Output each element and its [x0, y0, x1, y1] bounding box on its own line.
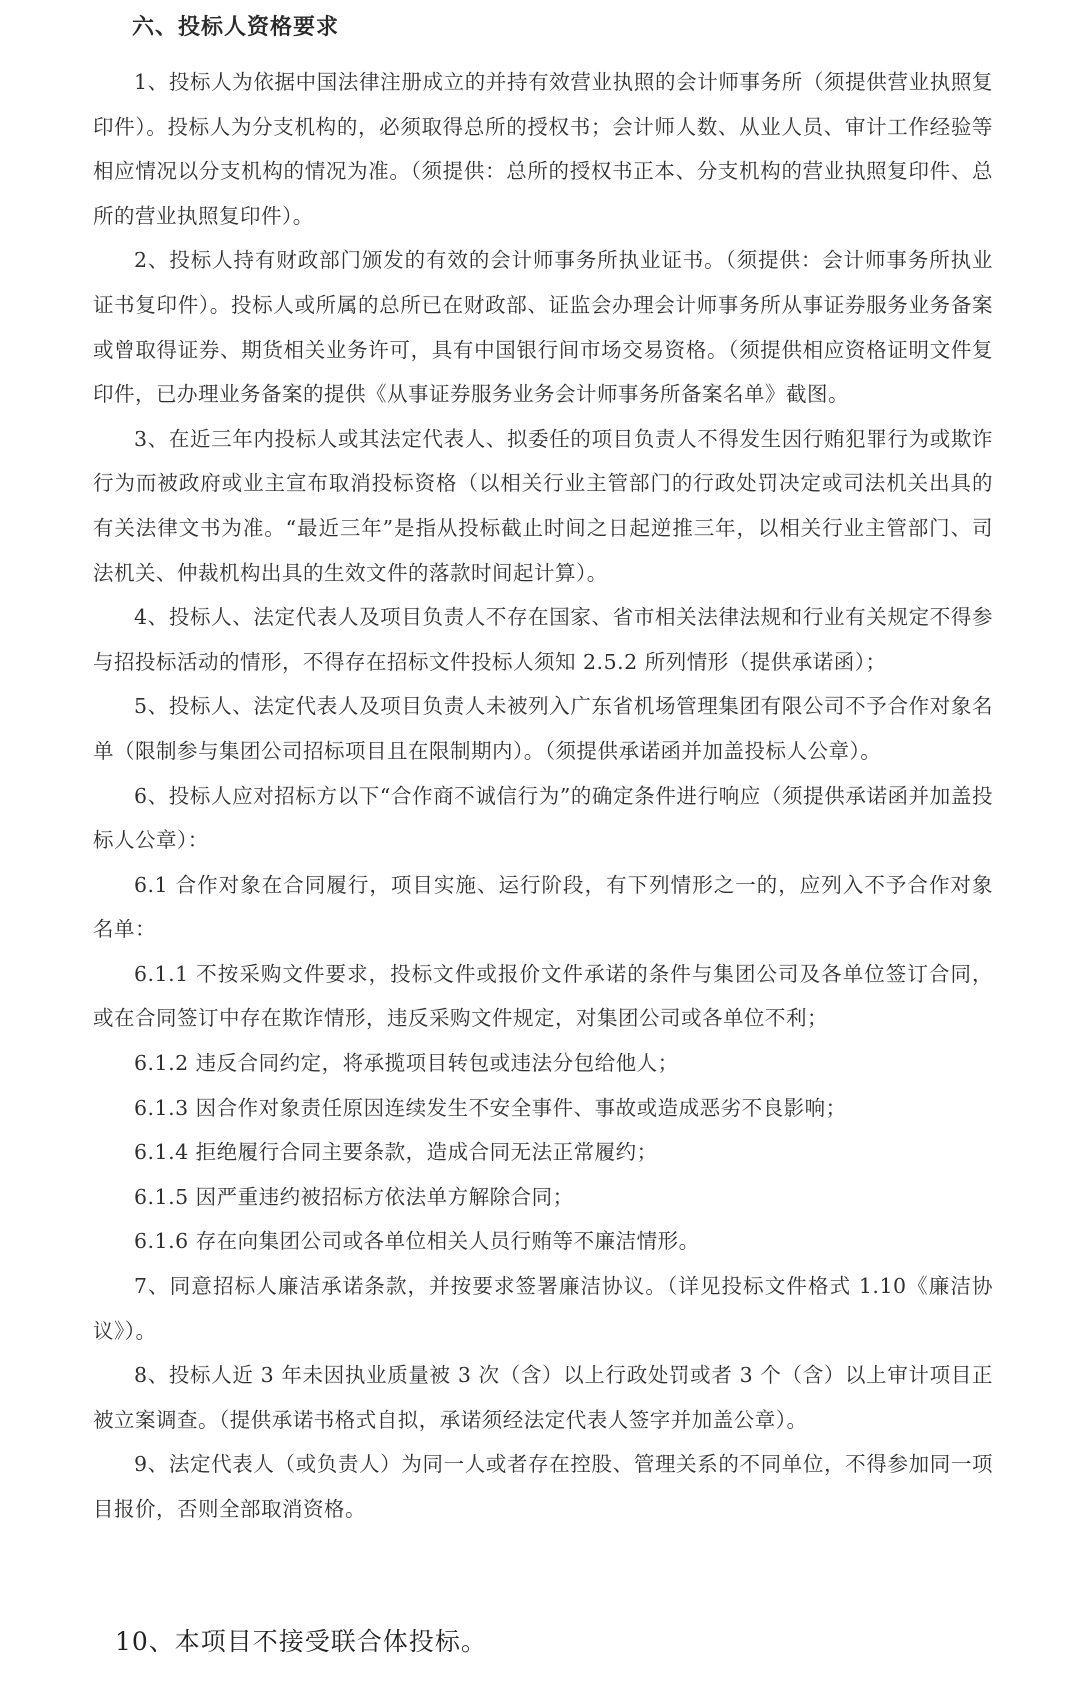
- paragraph-6-1-3: 6.1.3 因合作对象责任原因连续发生不安全事件、事故或造成恶劣不良影响；: [134, 1095, 847, 1120]
- paragraph-1: 1、投标人为依据中国法律注册成立的并持有效营业执照的会计师事务所（须提供营业执照复印件）。投标人为分支机构的，必须取得总所的授权书；会计师人数、从业人员、审计工作经验等相应情况以分支机构的情况为准。（须提供：总所的授权书正本、分支机构的营业执照复印件、总所的营业执照复印件）。: [93, 70, 993, 228]
- paragraph-6-1: 6.1 合作对象在合同履行，项目实施、运行阶段，有下列情形之一的，应列入不予合作对象名单：: [93, 872, 993, 942]
- paragraph-6-1-1: 6.1.1 不按采购文件要求，投标文件或报价文件承诺的条件与集团公司及各单位签订合同，或在合同签订中存在欺诈情形，违反采购文件规定，对集团公司或各单位不利；: [93, 961, 993, 1031]
- paragraph-4: 4、投标人、法定代表人及项目负责人不存在国家、省市相关法律法规和行业有关规定不得参与招投标活动的情形，不得存在招标文件投标人须知 2.5.2 所列情形（提供承诺函）；: [93, 605, 993, 674]
- section-heading: 六、投标人资格要求: [132, 15, 340, 40]
- paragraph-5: 5、投标人、法定代表人及项目负责人未被列入广东省机场管理集团有限公司不予合作对象名单（限制参与集团公司招标项目且在限制期内）。（须提供承诺函并加盖投标人公章）。: [93, 694, 993, 763]
- paragraph-9: 9、法定代表人（或负责人）为同一人或者存在控股、管理关系的不同单位，不得参加同一项目报价，否则全部取消资格。: [93, 1452, 993, 1521]
- final-item: 10、本项目不接受联合体投标。: [115, 1627, 487, 1656]
- paragraph-8: 8、投标人近 3 年未因执业质量被 3 次（含）以上行政处罚或者 3 个（含）以上审计项目正被立案调查。（提供承诺书格式自拟，承诺须经法定代表人签字并加盖公章）。: [93, 1363, 993, 1432]
- paragraph-6-1-2: 6.1.2 违反合同约定，将承揽项目转包或违法分包给他人；: [134, 1051, 679, 1076]
- paragraph-2: 2、投标人持有财政部门颁发的有效的会计师事务所执业证书。（须提供：会计师事务所执业证书复印件）。投标人或所属的总所已在财政部、证监会办理会计师事务所从事证券服务业务备案或曾取得证券、期货相关业务许可，具有中国银行间市场交易资格。（须提供相应资格证明文件复印件，已办理业务备案的提供《从事证券服务业务会计师事务所备案名单》截图。: [93, 248, 993, 407]
- paragraph-6: 6、投标人应对招标方以下“合作商不诚信行为”的确定条件进行响应（须提供承诺函并加盖投标人公章）：: [93, 783, 993, 853]
- paragraph-7: 7、同意招标人廉洁承诺条款，并按要求签署廉洁协议。（详见投标文件格式 1.10《廉洁协议》）。: [93, 1274, 993, 1343]
- requirements-body: [93, 60, 993, 1532]
- paragraph-6-1-6: 6.1.6 存在向集团公司或各单位相关人员行贿等不廉洁情形。: [134, 1229, 700, 1254]
- paragraph-3: 3、在近三年内投标人或其法定代表人、拟委任的项目负责人不得发生因行贿犯罪行为或欺诈行为而被政府或业主宣布取消投标资格（以相关行业主管部门的行政处罚决定或司法机关出具的有关法律文书为准。“最近三年”是指从投标截止时间之日起逆推三年，以相关行业主管部门、司法机关、仲裁机构出具的生效文件的落款时间起计算）。: [93, 426, 993, 585]
- paragraph-6-1-4: 6.1.4 拒绝履行合同主要条款，造成合同无法正常履约；: [134, 1140, 658, 1165]
- paragraph-6-1-5: 6.1.5 因严重违约被招标方依法单方解除合同；: [134, 1184, 574, 1209]
